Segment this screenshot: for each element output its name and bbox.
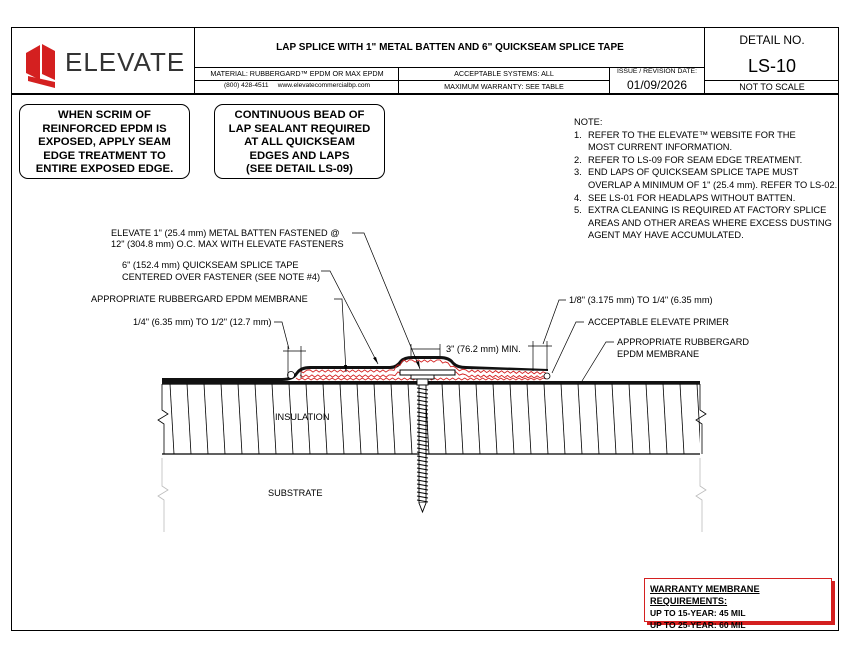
insulation-hatch-line bbox=[221, 384, 225, 454]
warranty-line: UP TO 15-YEAR: 45 MIL bbox=[650, 608, 746, 618]
tape-label-1: 6" (152.4 mm) QUICKSEAM SPLICE TAPE bbox=[122, 260, 299, 270]
insulation-hatch-line bbox=[170, 384, 174, 454]
insulation-hatch-line bbox=[187, 384, 191, 454]
insulation-hatch-line bbox=[595, 384, 599, 454]
note-line: END LAPS OF QUICKSEAM SPLICE TAPE MUST bbox=[588, 167, 799, 178]
notes-title: NOTE: bbox=[574, 117, 603, 127]
dim-left-label: 1/4" (6.35 mm) TO 1/2" (12.7 mm) bbox=[133, 317, 272, 327]
membrane-left-label: APPROPRIATE RUBBERGARD EPDM MEMBRANE bbox=[91, 294, 308, 304]
insulation-hatch-line bbox=[646, 384, 650, 454]
insulation-hatch bbox=[170, 384, 701, 454]
insulation-hatch-line bbox=[493, 384, 497, 454]
callout-line: EXPOSED, APPLY SEAM bbox=[38, 136, 171, 148]
contact-text: (800) 428-4511 www.elevatecommercialbp.com bbox=[223, 82, 371, 89]
callout-line: EDGES AND LAPS bbox=[249, 149, 350, 162]
warranty-line: UP TO 25-YEAR: 60 MIL bbox=[650, 620, 746, 630]
dim-right-label: 1/8" (3.175 mm) TO 1/4" (6.35 mm) bbox=[569, 295, 713, 305]
warranty-requirements-box bbox=[644, 578, 832, 630]
insulation-hatch-line bbox=[561, 384, 565, 454]
insulation-hatch-line bbox=[204, 384, 208, 454]
insulation-hatch-line bbox=[442, 384, 446, 454]
note-line: EXTRA CLEANING IS REQUIRED AT FACTORY SPLICE bbox=[588, 205, 827, 216]
insulation-hatch-line bbox=[510, 384, 514, 454]
insulation-label: INSULATION bbox=[275, 412, 330, 422]
note-line: REFER TO THE ELEVATE™ WEBSITE FOR THE bbox=[588, 129, 796, 140]
scale-text: NOT TO SCALE bbox=[739, 82, 805, 92]
insulation-hatch-line bbox=[663, 384, 667, 454]
note-number: 4. bbox=[574, 192, 582, 203]
metal-batten bbox=[400, 370, 455, 375]
insulation-hatch-line bbox=[340, 384, 344, 454]
insulation-hatch-line bbox=[391, 384, 395, 454]
note-line: AREAS AND OTHER AREAS WHERE EXCESS DUSTING bbox=[588, 217, 832, 228]
insulation-hatch-line bbox=[629, 384, 633, 454]
sealant-bead bbox=[544, 373, 550, 379]
membrane-right-label-2: EPDM MEMBRANE bbox=[617, 349, 700, 359]
insulation-board bbox=[162, 384, 701, 454]
callout-line: AT ALL QUICKSEAM bbox=[244, 136, 355, 148]
insulation-hatch-line bbox=[680, 384, 684, 454]
note-line: MOST CURRENT INFORMATION. bbox=[588, 142, 733, 153]
material-text: MATERIAL: RUBBERGARD™ EPDM OR MAX EPDM bbox=[210, 69, 384, 78]
min-dim-label: 3" (76.2 mm) MIN. bbox=[446, 344, 521, 354]
substrate-label: SUBSTRATE bbox=[268, 488, 323, 498]
detail-number: LS-10 bbox=[747, 56, 797, 76]
logo-wordmark: ELEVATE bbox=[65, 47, 186, 77]
note-number: 5. bbox=[574, 205, 582, 216]
insulation-hatch-line bbox=[612, 384, 616, 454]
insulation-hatch-line bbox=[238, 384, 242, 454]
note-number: 3. bbox=[574, 167, 582, 178]
insulation-hatch-line bbox=[255, 384, 259, 454]
callout-line: ENTIRE EXPOSED EDGE. bbox=[35, 163, 174, 175]
bottom-membrane bbox=[162, 381, 700, 384]
callout-line: REINFORCED EPDM IS bbox=[42, 122, 167, 135]
top-membrane bbox=[162, 356, 548, 381]
insulation-hatch-line bbox=[578, 384, 582, 454]
callout-line: WHEN SCRIM OF bbox=[58, 109, 151, 121]
callout-line: (SEE DETAIL LS-09) bbox=[246, 163, 353, 175]
detail-title: LAP SPLICE WITH 1" METAL BATTEN AND 6" QUICKSEAM SPLICE TAPE bbox=[276, 42, 624, 53]
batten-label-2: 12" (304.8 mm) O.C. MAX WITH ELEVATE FASTENERS bbox=[111, 239, 344, 249]
insulation-hatch-line bbox=[544, 384, 548, 454]
note-number: 2. bbox=[574, 154, 582, 165]
detail-no-label: DETAIL NO. bbox=[739, 33, 805, 47]
fastener bbox=[411, 375, 434, 512]
insulation-hatch-line bbox=[408, 384, 412, 454]
insulation-hatch-line bbox=[374, 384, 378, 454]
sealant-bead bbox=[288, 372, 295, 379]
primer-label: ACCEPTABLE ELEVATE PRIMER bbox=[588, 317, 729, 327]
warranty-title: WARRANTY MEMBRANE REQUIREMENTS: bbox=[650, 584, 760, 606]
note-line: SEE LS-01 FOR HEADLAPS WITHOUT BATTEN. bbox=[588, 192, 796, 203]
note-line: AGENT MAY HAVE ACCUMULATED. bbox=[588, 230, 744, 241]
break-lines bbox=[158, 384, 706, 532]
batten-label-1: ELEVATE 1" (25.4 mm) METAL BATTEN FASTENED @ bbox=[111, 228, 340, 238]
note-number: 1. bbox=[574, 129, 582, 140]
tape-label-2: CENTERED OVER FASTENER (SEE NOTE #4) bbox=[122, 272, 321, 282]
issue-label: ISSUE / REVISION DATE: bbox=[617, 68, 697, 75]
note-line: OVERLAP A MINIMUM OF 1" (25.4 mm). REFER TO LS-02. bbox=[588, 179, 838, 190]
insulation-hatch-line bbox=[459, 384, 463, 454]
insulation-hatch-line bbox=[476, 384, 480, 454]
callout-line: CONTINUOUS BEAD OF bbox=[234, 109, 365, 121]
insulation-hatch-line bbox=[357, 384, 361, 454]
membrane-right-label-1: APPROPRIATE RUBBERGARD bbox=[617, 337, 750, 347]
systems-text: ACCEPTABLE SYSTEMS: ALL bbox=[454, 69, 554, 78]
callout-line: EDGE TREATMENT TO bbox=[43, 149, 166, 162]
revision-date: 01/09/2026 bbox=[626, 78, 688, 92]
callout-line: LAP SEALANT REQUIRED bbox=[228, 122, 371, 135]
note-line: REFER TO LS-09 FOR SEAM EDGE TREATMENT. bbox=[588, 154, 803, 165]
warranty-text: MAXIMUM WARRANTY: SEE TABLE bbox=[444, 82, 564, 91]
insulation-hatch-line bbox=[527, 384, 531, 454]
